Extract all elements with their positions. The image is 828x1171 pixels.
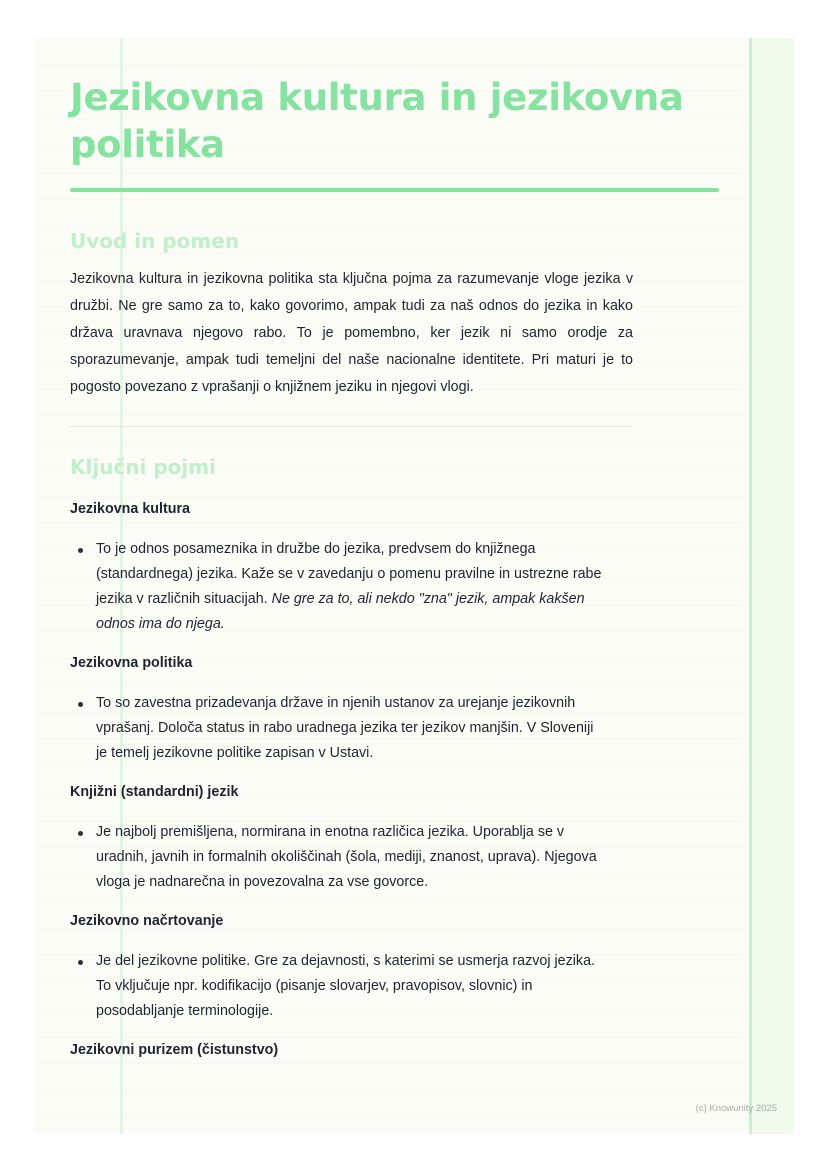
term-definition-list [70,537,720,637]
definition-note: Ne gre za to, ali nekdo "zna" jezik, ampak kakšen odnos ima do njega. [96,591,585,632]
term-heading: Jezikovno načrtovanje [70,913,224,929]
term-definition-list [70,949,720,1024]
term-definition-list [70,691,720,766]
bullet-icon [78,702,83,707]
section-heading-intro: Uvod in pomen [70,229,240,253]
bullet-icon [78,831,83,836]
bullet-icon [78,960,83,965]
definition-text: Je najbolj premišljena, normirana in enotna različica jezika. Uporablja se v uradnih, javnih in formalnih okoliščinah (šola, mediji, znanost, uprava). Njegova vloga je nadnarečna in povezovalna za vse govorce. [96,824,597,890]
term-heading: Jezikovna politika [70,655,193,671]
section-heading-key-terms: Ključni pojmi [70,455,216,479]
term-definition [96,820,608,895]
term-heading: Jezikovni purizem (čistunstvo) [70,1042,279,1058]
title-underline [70,188,719,192]
copyright-footer: (c) Knowunity 2025 [695,1103,777,1114]
term-definition [96,537,608,637]
document-content [70,38,720,1060]
right-margin-strip [750,38,794,1134]
term-definition [96,691,608,766]
definition-text: To je odnos posameznika in družbe do jezika, predvsem do knjižnega (standardnega) jezika. Kaže se v zavedanju o pomenu pravilne in ustrezne rabe jezika v različnih situacijah. [96,541,602,607]
definition-text: To so zavestna prizadevanja države in njenih ustanov za urejanje jezikovnih vprašanj. Določa status in rabo uradnega jezika ter jezikov manjšin. V Sloveniji je temelj jezikovne politike zapisan v Ustavi. [96,695,594,761]
term-heading: Jezikovna kultura [70,501,190,517]
term-definition-list [70,820,720,895]
intro-paragraph: Jezikovna kultura in jezikovna politika sta ključna pojma za razumevanje vloge jezika v družbi. Ne gre samo za to, kako govorimo, ampak tudi za naš odnos do jezika in kako država uravnava njegovo rabo. To je pomembno, ker jezik ni samo orodje za sporazumevanje, ampak tudi temeljni del naše nacionalne identitete. Pri maturi je to pogosto povezano z vprašanji o knjižnem jeziku in njegovi vlogi. [70,271,633,395]
term-heading: Knjižni (standardni) jezik [70,784,239,800]
page-title: Jezikovna kultura in jezikovna politika [70,76,684,166]
right-margin-line [749,38,752,1134]
section-divider [70,426,633,427]
term-definition [96,949,608,1024]
definition-text: Je del jezikovne politike. Gre za dejavnosti, s katerimi se usmerja razvoj jezika. To vključuje npr. kodifikacijo (pisanje slovarjev, pravopisov, slovnic) in posodabljanje terminologije. [96,953,596,1019]
document-page [34,38,794,1134]
bullet-icon [78,548,83,553]
